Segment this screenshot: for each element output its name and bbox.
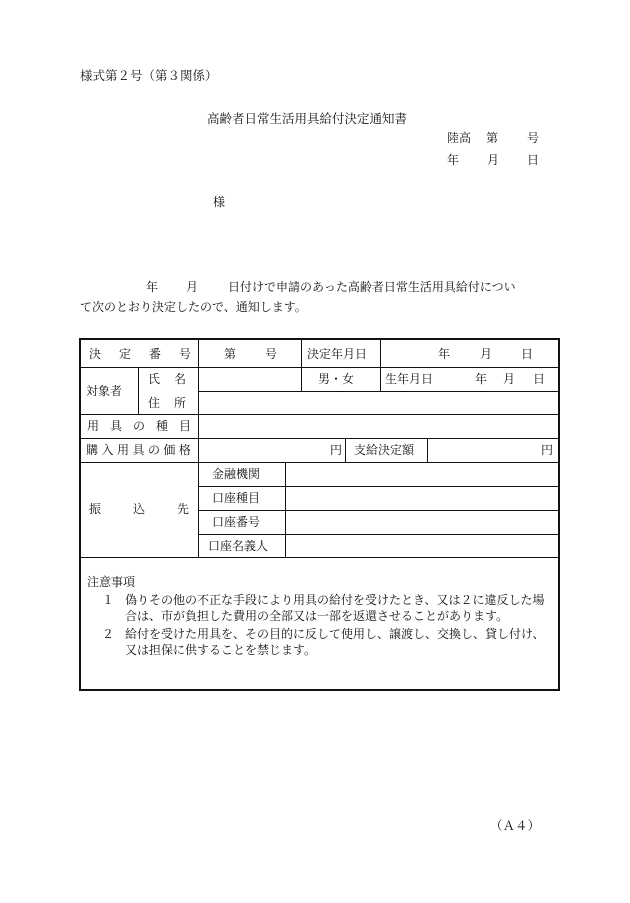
payment-amount-label: 支給決定額 — [354, 443, 415, 457]
note-number-2: ２ — [102, 626, 115, 641]
decision-number-dai: 第 — [224, 347, 237, 361]
decision-date-month: 月 — [480, 347, 493, 361]
account-holder-label: 口座名義人 — [208, 539, 269, 553]
birthdate-label: 生年月日 — [385, 372, 434, 386]
birth-month: 月 — [503, 372, 516, 386]
name-label: 氏 名 — [148, 372, 186, 386]
note-item-1 — [87, 592, 553, 625]
body-line-1: 日付けで申請のあった高齢者日常生活用具給付につい — [228, 280, 516, 294]
purchase-price-label: 購 入 用 具 の 価 格 — [86, 443, 191, 457]
birth-year: 年 — [475, 372, 488, 386]
note-text-2: 給付を受けた用具を、その目的に反して使用し、譲渡し、交換し、貸し付け、又は担保に供することを禁じます。 — [125, 626, 545, 657]
document-title: 高齢者日常生活用具給付決定通知書 — [207, 111, 408, 126]
body-year: 年 — [146, 280, 159, 294]
decision-form-table — [79, 338, 560, 691]
bank-label: 金融機関 — [212, 467, 261, 481]
issue-number-go: 号 — [527, 131, 540, 145]
issue-number-dai: 第 — [486, 131, 499, 145]
purchase-price-yen: 円 — [330, 443, 343, 457]
transfer-label: 振 込 先 — [89, 502, 189, 516]
form-number: 様式第２号（第３関係） — [80, 68, 218, 83]
note-item-2 — [87, 626, 553, 659]
address-label: 住 所 — [148, 396, 186, 410]
body-month: 月 — [186, 280, 199, 294]
decision-number-go: 号 — [265, 347, 278, 361]
issue-number-prefix: 陸高 — [447, 131, 472, 145]
birth-day: 日 — [533, 372, 546, 386]
body-line-2: て次のとおり決定したので、通知します。 — [80, 300, 307, 314]
note-text-1: 偽りその他の不正な手段により用具の給付を受けたとき、又は２に違反した場合は、市が負担した費用の全部又は一部を返還させることがあります。 — [125, 592, 545, 623]
account-number-label: 口座番号 — [212, 515, 261, 529]
decision-date-label: 決定年月日 — [307, 347, 368, 361]
account-type-label: 口座種目 — [212, 491, 261, 505]
paper-size-label: （Ａ４） — [490, 818, 541, 833]
decision-date-year: 年 — [438, 347, 451, 361]
notes-heading: 注意事項 — [87, 575, 136, 589]
issue-date-month: 月 — [487, 153, 500, 167]
note-number-1: １ — [102, 592, 115, 607]
payment-amount-yen: 円 — [541, 443, 554, 457]
issue-date-year: 年 — [447, 153, 460, 167]
notes-section — [87, 574, 553, 659]
addressee-suffix: 様 — [213, 195, 226, 209]
decision-date-day: 日 — [521, 347, 534, 361]
equipment-type-label: 用 具 の 種 目 — [87, 419, 191, 433]
subject-label: 対象者 — [86, 384, 123, 398]
issue-date-day: 日 — [527, 153, 540, 167]
gender-options: 男・女 — [318, 372, 355, 386]
decision-number-label: 決 定 番 号 — [89, 347, 191, 361]
